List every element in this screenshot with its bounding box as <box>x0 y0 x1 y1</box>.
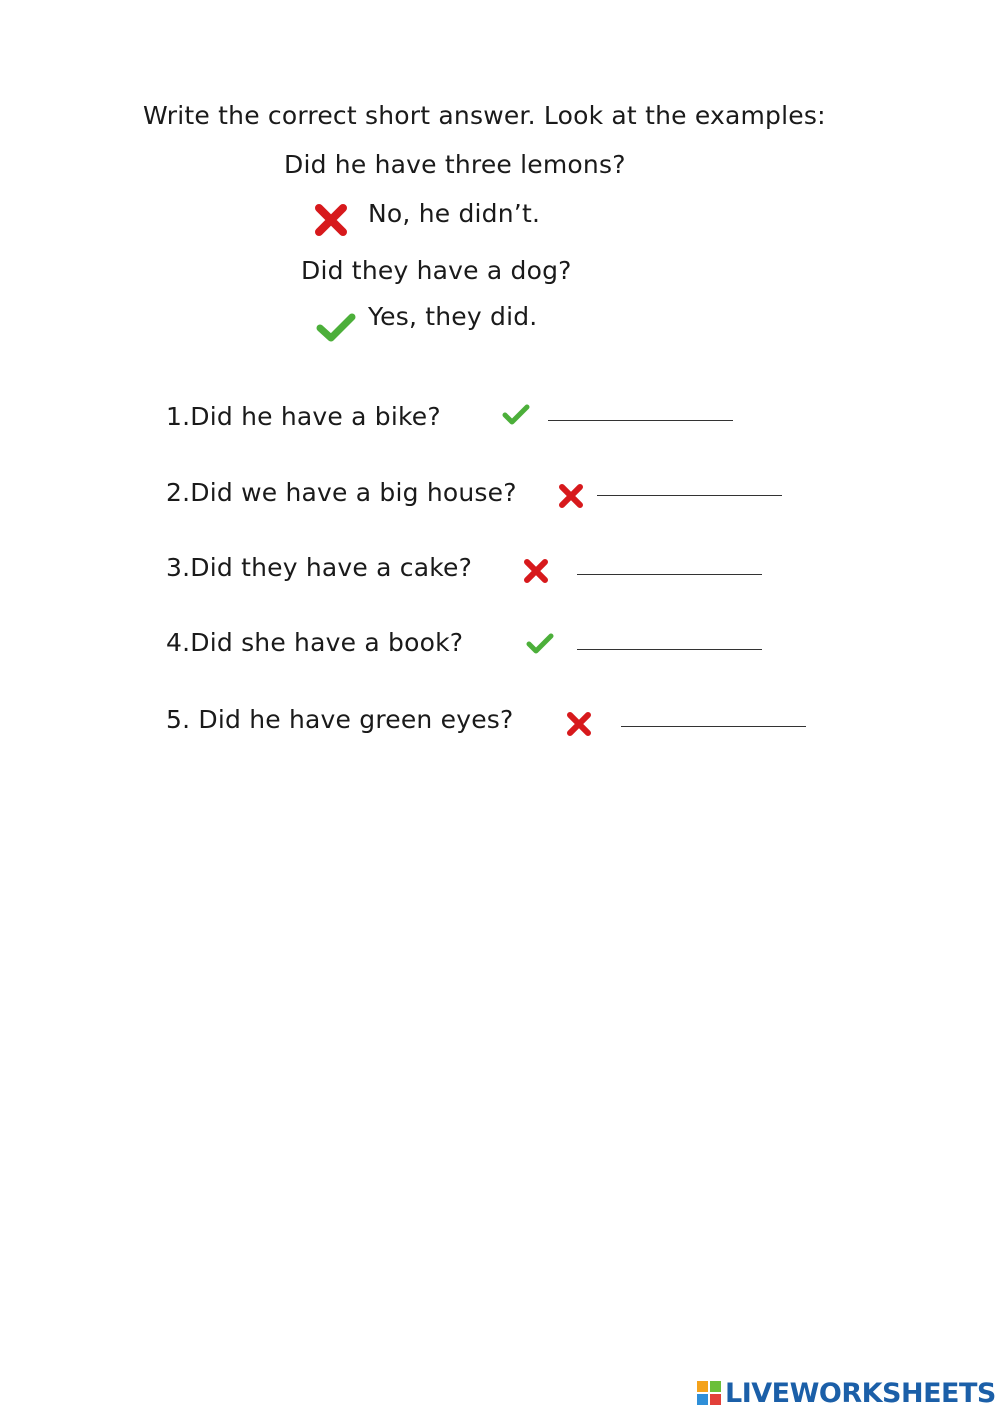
answer-line-4[interactable] <box>577 649 762 650</box>
check-icon <box>316 312 356 344</box>
question-3-text: 3.Did they have a cake? <box>166 553 473 582</box>
question-2-text: 2.Did we have a big house? <box>166 478 517 507</box>
answer-line-3[interactable] <box>577 574 762 575</box>
liveworksheets-logo <box>697 1376 996 1410</box>
question-5-text: 5. Did he have green eyes? <box>166 705 514 734</box>
logo-text: LIVEWORKSHEETS <box>725 1377 996 1409</box>
cross-icon <box>566 711 592 737</box>
instructions-text: Write the correct short answer. Look at the examples: <box>143 101 826 130</box>
question-4-text: 4.Did she have a book? <box>166 628 464 657</box>
example-2-answer: Yes, they did. <box>368 302 538 331</box>
answer-line-2[interactable] <box>597 495 782 496</box>
check-icon <box>526 632 554 656</box>
cross-icon <box>558 483 584 509</box>
question-1-text: 1.Did he have a bike? <box>166 402 441 431</box>
cross-icon <box>313 202 349 238</box>
cross-icon <box>523 558 549 584</box>
check-icon <box>502 403 530 427</box>
answer-line-1[interactable] <box>548 420 733 421</box>
answer-line-5[interactable] <box>621 726 806 727</box>
example-2-question: Did they have a dog? <box>301 256 572 285</box>
example-1-question: Did he have three lemons? <box>284 150 626 179</box>
example-1-answer: No, he didn’t. <box>368 199 541 228</box>
logo-mark-icon <box>697 1381 721 1405</box>
